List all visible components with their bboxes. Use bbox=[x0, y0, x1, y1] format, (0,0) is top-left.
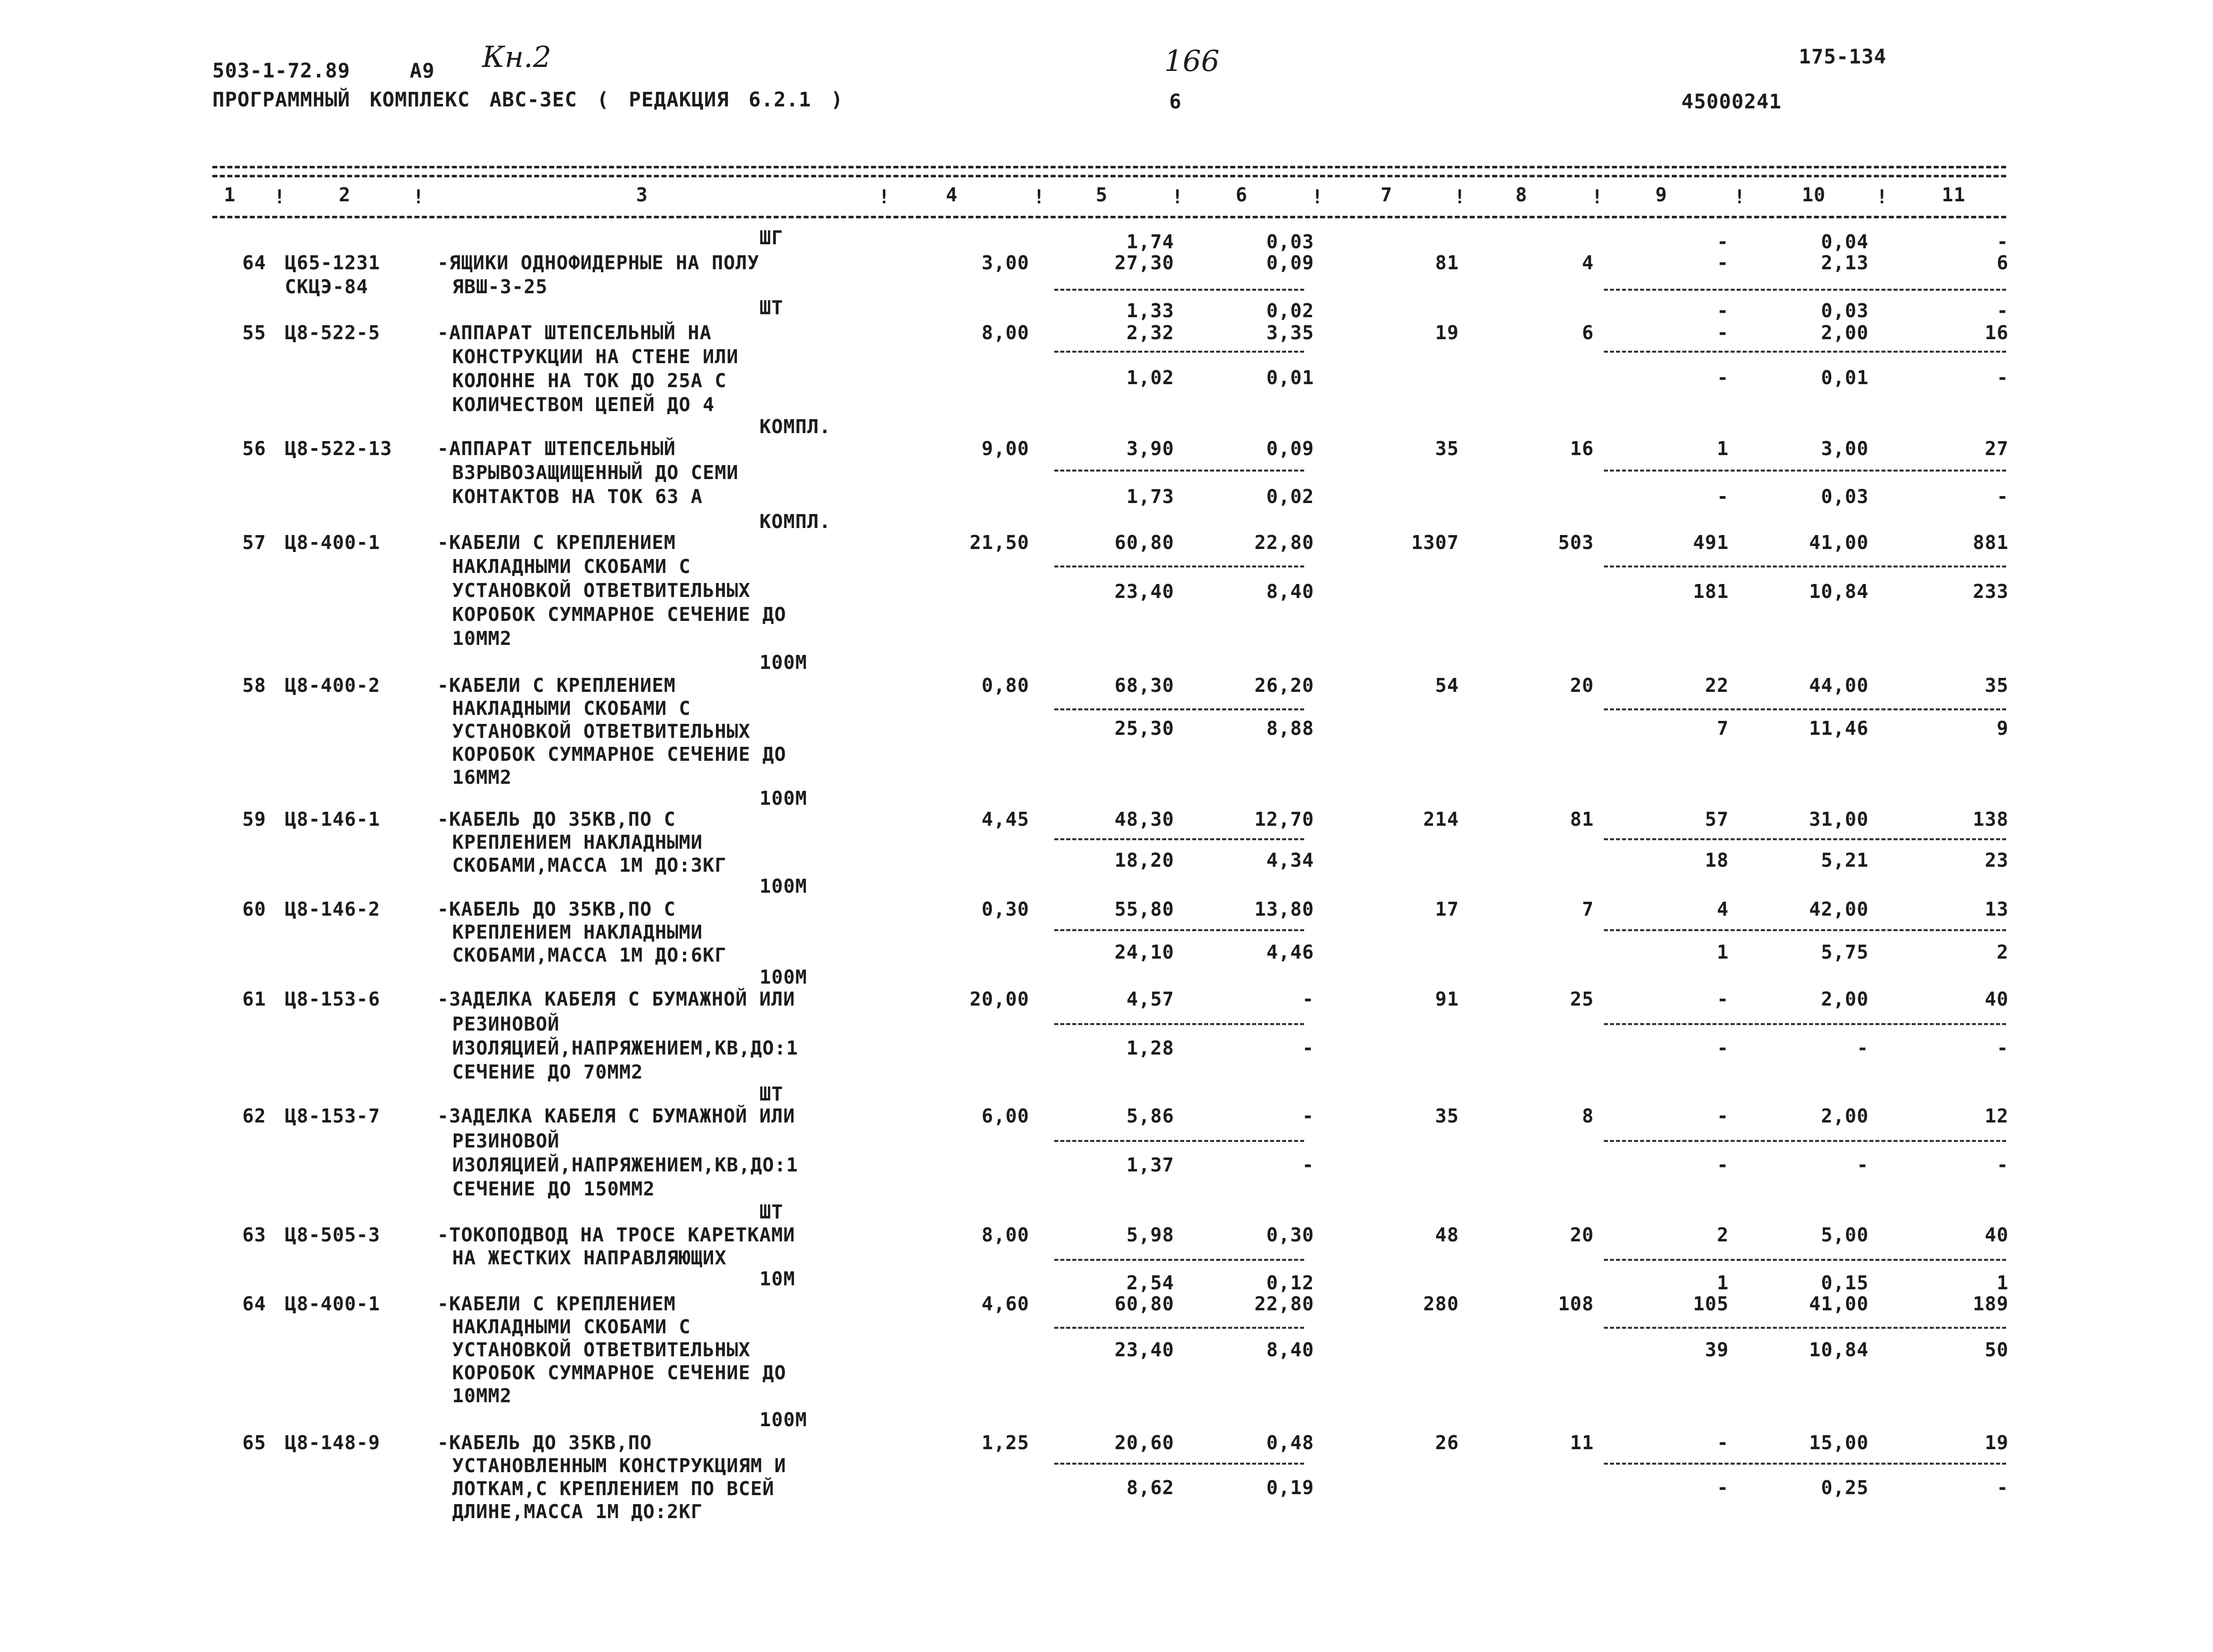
row-desc-line: -КАБЕЛИ С КРЕПЛЕНИЕМ bbox=[437, 1293, 676, 1315]
sub-divider bbox=[1604, 1023, 2006, 1025]
sub-c5: 8,62 bbox=[1126, 1477, 1174, 1499]
sub-c5: 23,40 bbox=[1114, 1339, 1174, 1361]
sub-c9: - bbox=[1717, 1477, 1729, 1499]
row-c5: 5,98 bbox=[1126, 1224, 1174, 1246]
row-desc-line: -ТОКОПОДВОД НА ТРОСЕ КАРЕТКАМИ bbox=[437, 1224, 795, 1246]
sub-divider bbox=[1054, 929, 1304, 931]
col-sep: ! bbox=[878, 186, 890, 208]
row-desc-line: УСТАНОВЛЕННЫМ КОНСТРУКЦИЯМ И bbox=[452, 1455, 786, 1477]
row-c11: 40 bbox=[1985, 1224, 2009, 1246]
row-desc-line: -АППАРАТ ШТЕПСЕЛЬНЫЙ НА bbox=[437, 322, 712, 344]
row-code: Ц8-505-3 bbox=[285, 1224, 381, 1246]
row-c4: 6,00 bbox=[981, 1105, 1029, 1127]
row-c4: 3,00 bbox=[981, 252, 1029, 274]
row-c5: 48,30 bbox=[1114, 808, 1174, 830]
row-number: 61 bbox=[242, 988, 266, 1010]
row-c10: 3,00 bbox=[1821, 438, 1869, 460]
row-c9: 2 bbox=[1717, 1224, 1729, 1246]
row-c4: 1,25 bbox=[981, 1432, 1029, 1454]
row-c11: 19 bbox=[1985, 1432, 2009, 1454]
row-c6: - bbox=[1302, 1105, 1314, 1127]
row-c5: 4,57 bbox=[1126, 988, 1174, 1010]
pre-c5: 1,33 bbox=[1126, 300, 1174, 322]
unit-label: 100М bbox=[759, 651, 807, 673]
row-c6: 0,09 bbox=[1266, 438, 1314, 460]
sub-c9: - bbox=[1717, 367, 1729, 389]
sub-divider bbox=[1054, 1140, 1304, 1142]
sub-c10: - bbox=[1857, 1037, 1869, 1059]
row-c6: 13,80 bbox=[1254, 898, 1314, 920]
row-c7: 35 bbox=[1435, 438, 1459, 460]
sub-divider bbox=[1054, 289, 1304, 291]
row-code: Ц8-153-6 bbox=[285, 988, 381, 1010]
page-number-handwritten: 166 bbox=[1164, 44, 1220, 78]
sub-divider bbox=[1604, 838, 2006, 840]
row-desc-line: -ЯЩИКИ ОДНОФИДЕРНЫЕ НА ПОЛУ bbox=[437, 252, 759, 274]
row-c10: 2,00 bbox=[1821, 322, 1869, 344]
col-header-3: 3 bbox=[636, 184, 648, 206]
row-c10: 42,00 bbox=[1809, 898, 1869, 920]
row-c4: 4,60 bbox=[981, 1293, 1029, 1315]
row-c11: 138 bbox=[1973, 808, 2009, 830]
header-rule-bottom bbox=[212, 216, 2006, 218]
row-c11: 35 bbox=[1985, 674, 2009, 696]
row-c11: 189 bbox=[1973, 1293, 2009, 1315]
row-c7: 35 bbox=[1435, 1105, 1459, 1127]
col-sep: ! bbox=[1876, 186, 1888, 208]
row-desc-line: -КАБЕЛИ С КРЕПЛЕНИЕМ bbox=[437, 674, 676, 696]
sub-divider bbox=[1054, 1023, 1304, 1025]
row-c5: 3,90 bbox=[1126, 438, 1174, 460]
row-c5: 55,80 bbox=[1114, 898, 1174, 920]
row-c10: 5,00 bbox=[1821, 1224, 1869, 1246]
row-desc-line: -КАБЕЛЬ ДО 35КВ,ПО С bbox=[437, 898, 676, 920]
row-c11: 881 bbox=[1973, 532, 2009, 553]
col-header-9: 9 bbox=[1655, 184, 1667, 206]
row-c6: 22,80 bbox=[1254, 532, 1314, 553]
sub-c6: 0,02 bbox=[1266, 486, 1314, 508]
sub-divider bbox=[1604, 351, 2006, 353]
sub-divider bbox=[1604, 1259, 2006, 1261]
unit-label: ШГ bbox=[759, 227, 783, 249]
row-c6: 22,80 bbox=[1254, 1293, 1314, 1315]
row-code: Ц65-1231 bbox=[285, 252, 381, 274]
sub-divider bbox=[1604, 929, 2006, 931]
sub-c10: 0,01 bbox=[1821, 367, 1869, 389]
sub-divider bbox=[1604, 1140, 2006, 1142]
row-c11: 6 bbox=[1997, 252, 2009, 274]
program-title: ПРОГРАММНЫЙ КОМПЛЕКС АВС-3ЕС ( РЕДАКЦИЯ 6.2.1 ) bbox=[212, 88, 843, 111]
row-desc-line: НАКЛАДНЫМИ СКОБАМИ С bbox=[452, 1316, 691, 1338]
sub-c5: 25,30 bbox=[1114, 717, 1174, 739]
sub-c9: 7 bbox=[1717, 717, 1729, 739]
row-code: Ц8-522-5 bbox=[285, 322, 381, 344]
sub-c11: - bbox=[1997, 1154, 2009, 1176]
col-header-6: 6 bbox=[1236, 184, 1248, 206]
row-c10: 41,00 bbox=[1809, 1293, 1869, 1315]
sub-c5: 1,28 bbox=[1126, 1037, 1174, 1059]
row-c7: 1307 bbox=[1411, 532, 1459, 553]
row-c10: 2,00 bbox=[1821, 1105, 1869, 1127]
sub-c6: 8,40 bbox=[1266, 580, 1314, 602]
row-desc-line: ДЛИНЕ,МАССА 1М ДО:2КГ bbox=[452, 1501, 703, 1523]
sub-divider bbox=[1054, 1463, 1304, 1465]
row-c9: - bbox=[1717, 322, 1729, 344]
sub-c5: 18,20 bbox=[1114, 849, 1174, 871]
sub-divider bbox=[1054, 470, 1304, 472]
row-c10: 2,13 bbox=[1821, 252, 1869, 274]
book-label: Кн.2 bbox=[482, 40, 552, 74]
row-c9: - bbox=[1717, 1105, 1729, 1127]
sub-c10: 10,84 bbox=[1809, 580, 1869, 602]
row-code: Ц8-400-1 bbox=[285, 532, 381, 553]
row-c11: 16 bbox=[1985, 322, 2009, 344]
row-desc-line: ИЗОЛЯЦИЕЙ,НАПРЯЖЕНИЕМ,КВ,ДО:1 bbox=[452, 1154, 798, 1176]
unit-label: КОМПЛ. bbox=[759, 416, 831, 438]
row-c8: 20 bbox=[1570, 674, 1594, 696]
sub-divider bbox=[1054, 565, 1304, 567]
row-c11: 13 bbox=[1985, 898, 2009, 920]
row-c10: 44,00 bbox=[1809, 674, 1869, 696]
row-c8: 6 bbox=[1582, 322, 1594, 344]
pre-c5: 2,54 bbox=[1126, 1272, 1174, 1294]
sub-divider bbox=[1604, 1463, 2006, 1465]
sub-c10: 10,84 bbox=[1809, 1339, 1869, 1361]
row-desc-line: КОЛОННЕ НА ТОК ДО 25А С bbox=[452, 370, 727, 392]
row-code: Ц8-153-7 bbox=[285, 1105, 381, 1127]
row-desc-line: -АППАРАТ ШТЕПСЕЛЬНЫЙ bbox=[437, 438, 676, 460]
col-sep: ! bbox=[1033, 186, 1045, 208]
sheet-format: A9 bbox=[410, 59, 435, 82]
sub-c11: 50 bbox=[1985, 1339, 2009, 1361]
col-sep: ! bbox=[1454, 186, 1466, 208]
row-desc-line: УСТАНОВКОЙ ОТВЕТВИТЕЛЬНЫХ bbox=[452, 720, 750, 742]
row-c6: 0,09 bbox=[1266, 252, 1314, 274]
sub-divider bbox=[1604, 1327, 2006, 1329]
unit-label: ШТ bbox=[759, 297, 783, 319]
row-c6: 0,48 bbox=[1266, 1432, 1314, 1454]
pre-c6: 0,03 bbox=[1266, 231, 1314, 253]
row-c8: 503 bbox=[1558, 532, 1594, 553]
sub-c6: 4,46 bbox=[1266, 941, 1314, 963]
row-desc-line: УСТАНОВКОЙ ОТВЕТВИТЕЛЬНЫХ bbox=[452, 1339, 750, 1361]
pre-c11: 1 bbox=[1997, 1272, 2009, 1294]
row-code: Ц8-146-1 bbox=[285, 808, 381, 830]
col-header-1: 1 bbox=[224, 184, 236, 206]
row-c8: 25 bbox=[1570, 988, 1594, 1010]
sub-c10: 11,46 bbox=[1809, 717, 1869, 739]
row-number: 64 bbox=[242, 1293, 266, 1315]
row-c5: 20,60 bbox=[1114, 1432, 1174, 1454]
sub-c9: 18 bbox=[1705, 849, 1729, 871]
unit-label: 10М bbox=[759, 1268, 795, 1290]
col-header-11: 11 bbox=[1942, 184, 1966, 206]
col-header-4: 4 bbox=[946, 184, 958, 206]
row-desc-line: КОРОБОК СУММАРНОЕ СЕЧЕНИЕ ДО bbox=[452, 603, 786, 625]
row-c10: 31,00 bbox=[1809, 808, 1869, 830]
row-desc-line: ВЗРЫВОЗАЩИЩЕННЫЙ ДО СЕМИ bbox=[452, 462, 739, 484]
row-code: Ц8-522-13 bbox=[285, 438, 392, 460]
row-c6: 26,20 bbox=[1254, 674, 1314, 696]
sub-c5: 1,37 bbox=[1126, 1154, 1174, 1176]
row-desc-line: КРЕПЛЕНИЕМ НАКЛАДНЫМИ bbox=[452, 921, 703, 943]
sub-c6: 8,40 bbox=[1266, 1339, 1314, 1361]
row-c11: 27 bbox=[1985, 438, 2009, 460]
row-desc-line: -КАБЕЛИ С КРЕПЛЕНИЕМ bbox=[437, 532, 676, 553]
row-c5: 5,86 bbox=[1126, 1105, 1174, 1127]
row-code: Ц8-400-1 bbox=[285, 1293, 381, 1315]
pre-c5: 1,74 bbox=[1126, 231, 1174, 253]
row-desc-line: -КАБЕЛЬ ДО 35КВ,ПО bbox=[437, 1432, 652, 1454]
sub-c10: 5,75 bbox=[1821, 941, 1869, 963]
col-sep: ! bbox=[1734, 186, 1746, 208]
row-c9: - bbox=[1717, 988, 1729, 1010]
pre-c6: 0,12 bbox=[1266, 1272, 1314, 1294]
row-number: 63 bbox=[242, 1224, 266, 1246]
row-c4: 21,50 bbox=[969, 532, 1029, 553]
sub-c9: 1 bbox=[1717, 941, 1729, 963]
row-c5: 2,32 bbox=[1126, 322, 1174, 344]
row-c8: 16 bbox=[1570, 438, 1594, 460]
sub-divider bbox=[1054, 708, 1304, 710]
row-c7: 280 bbox=[1423, 1293, 1459, 1315]
row-c11: 12 bbox=[1985, 1105, 2009, 1127]
col-header-10: 10 bbox=[1802, 184, 1826, 206]
row-c7: 91 bbox=[1435, 988, 1459, 1010]
sub-c6: 0,19 bbox=[1266, 1477, 1314, 1499]
row-desc-line: 10ММ2 bbox=[452, 1385, 512, 1407]
pre-c11: - bbox=[1997, 300, 2009, 322]
sub-c9: - bbox=[1717, 1037, 1729, 1059]
row-c7: 81 bbox=[1435, 252, 1459, 274]
row-desc-line: КОРОБОК СУММАРНОЕ СЕЧЕНИЕ ДО bbox=[452, 743, 786, 765]
col-sep: ! bbox=[274, 186, 286, 208]
col-sep: ! bbox=[1591, 186, 1603, 208]
row-c7: 19 bbox=[1435, 322, 1459, 344]
sub-divider bbox=[1054, 838, 1304, 840]
doc-number: 45000241 bbox=[1681, 90, 1782, 113]
row-c6: 3,35 bbox=[1266, 322, 1314, 344]
row-c8: 81 bbox=[1570, 808, 1594, 830]
row-code: Ц8-148-9 bbox=[285, 1432, 381, 1454]
col-sep: ! bbox=[1172, 186, 1184, 208]
row-c9: 1 bbox=[1717, 438, 1729, 460]
sub-c10: 5,21 bbox=[1821, 849, 1869, 871]
row-c6: 12,70 bbox=[1254, 808, 1314, 830]
unit-label: ШТ bbox=[759, 1083, 783, 1105]
pre-c9: 1 bbox=[1717, 1272, 1729, 1294]
row-desc-line: СЕЧЕНИЕ ДО 70ММ2 bbox=[452, 1061, 644, 1083]
sub-c10: 0,25 bbox=[1821, 1477, 1869, 1499]
row-desc-line: РЕЗИНОВОЙ bbox=[452, 1130, 560, 1152]
row-desc-line: -ЗАДЕЛКА КАБЕЛЯ С БУМАЖНОЙ ИЛИ bbox=[437, 988, 795, 1010]
row-c5: 68,30 bbox=[1114, 674, 1174, 696]
row-desc-line: ЛОТКАМ,С КРЕПЛЕНИЕМ ПО ВСЕЙ bbox=[452, 1478, 774, 1500]
sub-divider bbox=[1604, 565, 2006, 567]
sub-c11: - bbox=[1997, 1037, 2009, 1059]
row-c5: 60,80 bbox=[1114, 1293, 1174, 1315]
doc-code: 503-1-72.89 bbox=[212, 59, 350, 82]
header-rule-mid bbox=[212, 175, 2006, 177]
unit-label: 100М bbox=[759, 1409, 807, 1431]
pre-c9: - bbox=[1717, 300, 1729, 322]
sub-c5: 23,40 bbox=[1114, 580, 1174, 602]
row-c4: 8,00 bbox=[981, 322, 1029, 344]
page-num: 6 bbox=[1169, 90, 1182, 113]
row-c10: 2,00 bbox=[1821, 988, 1869, 1010]
row-c9: 57 bbox=[1705, 808, 1729, 830]
row-number: 65 bbox=[242, 1432, 266, 1454]
row-c4: 9,00 bbox=[981, 438, 1029, 460]
row-desc-line: СКОБАМИ,МАССА 1М ДО:3КГ bbox=[452, 854, 727, 876]
row-desc-line: УСТАНОВКОЙ ОТВЕТВИТЕЛЬНЫХ bbox=[452, 579, 750, 601]
row-desc-line: ИЗОЛЯЦИЕЙ,НАПРЯЖЕНИЕМ,КВ,ДО:1 bbox=[452, 1037, 798, 1059]
sub-c10: 0,03 bbox=[1821, 486, 1869, 508]
header-rule-top bbox=[212, 166, 2006, 168]
sub-c9: 39 bbox=[1705, 1339, 1729, 1361]
sub-c10: - bbox=[1857, 1154, 1869, 1176]
sub-c9: 181 bbox=[1693, 580, 1729, 602]
row-desc-line: КОНТАКТОВ НА ТОК 63 А bbox=[452, 486, 703, 508]
sub-c5: 1,73 bbox=[1126, 486, 1174, 508]
row-c9: 22 bbox=[1705, 674, 1729, 696]
row-c8: 108 bbox=[1558, 1293, 1594, 1315]
sub-c9: - bbox=[1717, 486, 1729, 508]
sub-divider bbox=[1054, 1259, 1304, 1261]
row-c7: 17 bbox=[1435, 898, 1459, 920]
row-c7: 214 bbox=[1423, 808, 1459, 830]
sub-c11: 23 bbox=[1985, 849, 2009, 871]
sub-c11: 9 bbox=[1997, 717, 2009, 739]
sub-c11: - bbox=[1997, 1477, 2009, 1499]
row-c9: 4 bbox=[1717, 898, 1729, 920]
row-desc-line: НАКЛАДНЫМИ СКОБАМИ С bbox=[452, 555, 691, 577]
pre-c10: 0,04 bbox=[1821, 231, 1869, 253]
col-header-7: 7 bbox=[1381, 184, 1393, 206]
row-number: 59 bbox=[242, 808, 266, 830]
row-c7: 54 bbox=[1435, 674, 1459, 696]
row-number: 64 bbox=[242, 252, 266, 274]
col-header-2: 2 bbox=[339, 184, 351, 206]
row-desc-line: НАКЛАДНЫМИ СКОБАМИ С bbox=[452, 697, 691, 719]
sub-c11: - bbox=[1997, 486, 2009, 508]
row-c8: 4 bbox=[1582, 252, 1594, 274]
row-desc-line: КОЛИЧЕСТВОМ ЦЕПЕЙ ДО 4 bbox=[452, 394, 715, 416]
row-number: 57 bbox=[242, 532, 266, 553]
col-sep: ! bbox=[1312, 186, 1324, 208]
row-c7: 26 bbox=[1435, 1432, 1459, 1454]
sub-c9: - bbox=[1717, 1154, 1729, 1176]
row-desc-line: -КАБЕЛЬ ДО 35КВ,ПО С bbox=[437, 808, 676, 830]
row-c8: 11 bbox=[1570, 1432, 1594, 1454]
row-c8: 20 bbox=[1570, 1224, 1594, 1246]
sub-divider bbox=[1604, 708, 2006, 710]
unit-label: 100М bbox=[759, 787, 807, 809]
sub-c11: 233 bbox=[1973, 580, 2009, 602]
row-number: 55 bbox=[242, 322, 266, 344]
row-desc-line: СЕЧЕНИЕ ДО 150ММ2 bbox=[452, 1178, 655, 1200]
row-c6: 0,30 bbox=[1266, 1224, 1314, 1246]
sheet-stamp: 175-134 bbox=[1799, 45, 1887, 68]
pre-c10: 0,15 bbox=[1821, 1272, 1869, 1294]
row-number: 60 bbox=[242, 898, 266, 920]
row-desc-line: РЕЗИНОВОЙ bbox=[452, 1013, 560, 1035]
col-sep: ! bbox=[413, 186, 425, 208]
unit-label: 100М bbox=[759, 966, 807, 988]
row-desc-line: КРЕПЛЕНИЕМ НАКЛАДНЫМИ bbox=[452, 831, 703, 853]
row-c5: 60,80 bbox=[1114, 532, 1174, 553]
row-c9: 105 bbox=[1693, 1293, 1729, 1315]
row-desc-line: КОНСТРУКЦИИ НА СТЕНЕ ИЛИ bbox=[452, 346, 739, 368]
row-c4: 0,80 bbox=[981, 674, 1029, 696]
sub-divider bbox=[1054, 351, 1304, 353]
row-c4: 4,45 bbox=[981, 808, 1029, 830]
row-c5: 27,30 bbox=[1114, 252, 1174, 274]
row-c7: 48 bbox=[1435, 1224, 1459, 1246]
row-c6: - bbox=[1302, 988, 1314, 1010]
row-code: Ц8-400-2 bbox=[285, 674, 381, 696]
row-desc-line: 16ММ2 bbox=[452, 766, 512, 788]
sub-c6: 0,01 bbox=[1266, 367, 1314, 389]
row-code: Ц8-146-2 bbox=[285, 898, 381, 920]
row-desc-line: КОРОБОК СУММАРНОЕ СЕЧЕНИЕ ДО bbox=[452, 1362, 786, 1384]
sub-divider bbox=[1054, 1327, 1304, 1329]
unit-label: КОМПЛ. bbox=[759, 511, 831, 533]
pre-c9: - bbox=[1717, 231, 1729, 253]
row-c8: 8 bbox=[1582, 1105, 1594, 1127]
unit-label: ШТ bbox=[759, 1201, 783, 1223]
row-c11: 40 bbox=[1985, 988, 2009, 1010]
sub-divider bbox=[1604, 289, 2006, 291]
row-c10: 15,00 bbox=[1809, 1432, 1869, 1454]
sub-c6: - bbox=[1302, 1154, 1314, 1176]
row-desc-line: -ЗАДЕЛКА КАБЕЛЯ С БУМАЖНОЙ ИЛИ bbox=[437, 1105, 795, 1127]
col-header-5: 5 bbox=[1096, 184, 1108, 206]
row-number: 58 bbox=[242, 674, 266, 696]
row-c10: 41,00 bbox=[1809, 532, 1869, 553]
sub-c6: 4,34 bbox=[1266, 849, 1314, 871]
row-code-2: СКЦЭ-84 bbox=[285, 276, 369, 298]
col-header-8: 8 bbox=[1515, 184, 1527, 206]
sub-c5: 1,02 bbox=[1126, 367, 1174, 389]
row-desc-line: НА ЖЕСТКИХ НАПРАВЛЯЮЩИХ bbox=[452, 1247, 727, 1269]
row-number: 56 bbox=[242, 438, 266, 460]
sub-c5: 24,10 bbox=[1114, 941, 1174, 963]
row-c8: 7 bbox=[1582, 898, 1594, 920]
row-c9: - bbox=[1717, 1432, 1729, 1454]
row-c4: 20,00 bbox=[969, 988, 1029, 1010]
sub-c6: 8,88 bbox=[1266, 717, 1314, 739]
row-c4: 8,00 bbox=[981, 1224, 1029, 1246]
row-desc-line: СКОБАМИ,МАССА 1М ДО:6КГ bbox=[452, 944, 727, 966]
row-c9: 491 bbox=[1693, 532, 1729, 553]
sub-c11: 2 bbox=[1997, 941, 2009, 963]
sub-c6: - bbox=[1302, 1037, 1314, 1059]
unit-label: 100М bbox=[759, 875, 807, 897]
row-c9: - bbox=[1717, 252, 1729, 274]
row-c4: 0,30 bbox=[981, 898, 1029, 920]
row-number: 62 bbox=[242, 1105, 266, 1127]
pre-c10: 0,03 bbox=[1821, 300, 1869, 322]
sub-divider bbox=[1604, 470, 2006, 472]
pre-c6: 0,02 bbox=[1266, 300, 1314, 322]
row-desc-line: 10ММ2 bbox=[452, 627, 512, 649]
sub-c11: - bbox=[1997, 367, 2009, 389]
row-desc-line: ЯВШ-3-25 bbox=[452, 276, 548, 298]
pre-c11: - bbox=[1997, 231, 2009, 253]
